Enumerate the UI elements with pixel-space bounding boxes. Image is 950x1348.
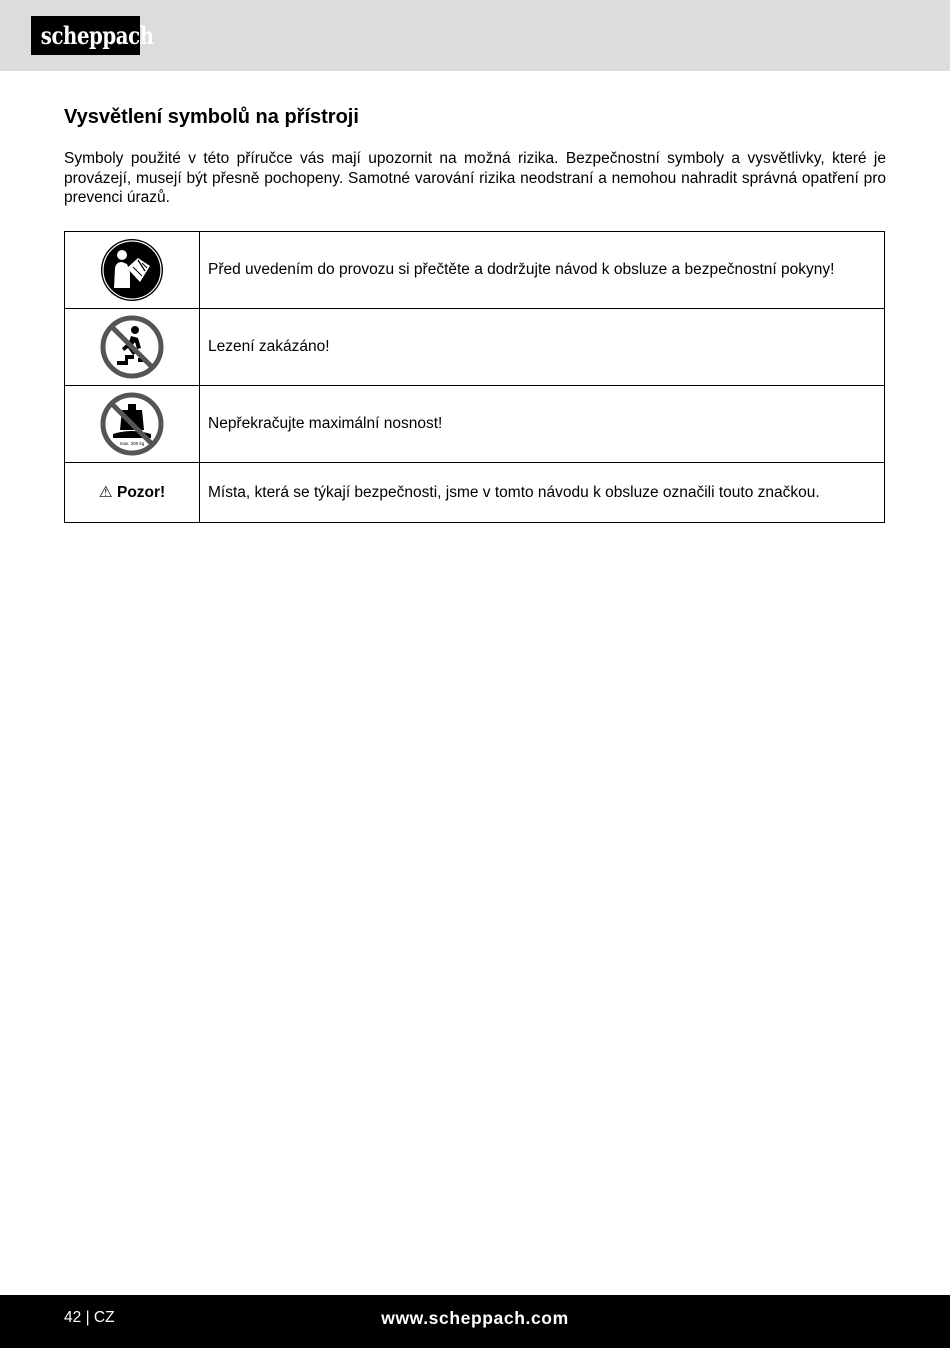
table-row bbox=[65, 386, 885, 463]
scheppach-logo bbox=[31, 16, 154, 55]
read-manual-icon bbox=[100, 238, 164, 302]
section-title: Vysvětlení symbolů na přístroji bbox=[64, 106, 359, 128]
warning-label-text: Pozor! bbox=[117, 484, 166, 501]
symbol-description: Místa, která se týkají bezpečnosti, jsme v tomto návodu k obsluze označili touto značkou. bbox=[200, 463, 885, 523]
symbol-icon-cell bbox=[65, 232, 200, 309]
symbol-icon-cell bbox=[65, 463, 200, 523]
logo-text: scheppach bbox=[40, 21, 154, 50]
symbol-description: Před uvedením do provozu si přečtěte a dodržujte návod k obsluze a bezpečnostní pokyny! bbox=[200, 232, 885, 309]
symbol-icon-cell bbox=[65, 309, 200, 386]
page-number-value: 42 bbox=[64, 1309, 82, 1326]
intro-paragraph: Symboly použité v této příručce vás mají upozornit na možná rizika. Bezpečnostní symboly a vysvětlivky, které je provázejí, musejí být přesně pochopeny. Samotné varování rizika neodstraní a nemohou nahradit správná opatření pro prevenci úrazů. bbox=[64, 150, 886, 206]
max-load-icon bbox=[100, 392, 164, 456]
language-code: CZ bbox=[93, 1309, 115, 1326]
symbols-table bbox=[64, 231, 885, 523]
max-load-label: max. 200 kg bbox=[119, 441, 145, 446]
page-separator: | bbox=[85, 1309, 90, 1326]
website-url: www.scheppach.com bbox=[381, 1308, 569, 1328]
no-climbing-icon bbox=[100, 315, 164, 379]
symbol-icon-cell bbox=[65, 386, 200, 463]
symbol-description: Nepřekračujte maximální nosnost! bbox=[200, 386, 885, 463]
symbol-description: Lezení zakázáno! bbox=[200, 309, 885, 386]
table-row bbox=[65, 463, 885, 523]
table-row bbox=[65, 309, 885, 386]
table-row bbox=[65, 232, 885, 309]
warning-triangle-icon: ⚠ bbox=[98, 484, 113, 501]
warning-label bbox=[99, 484, 165, 501]
